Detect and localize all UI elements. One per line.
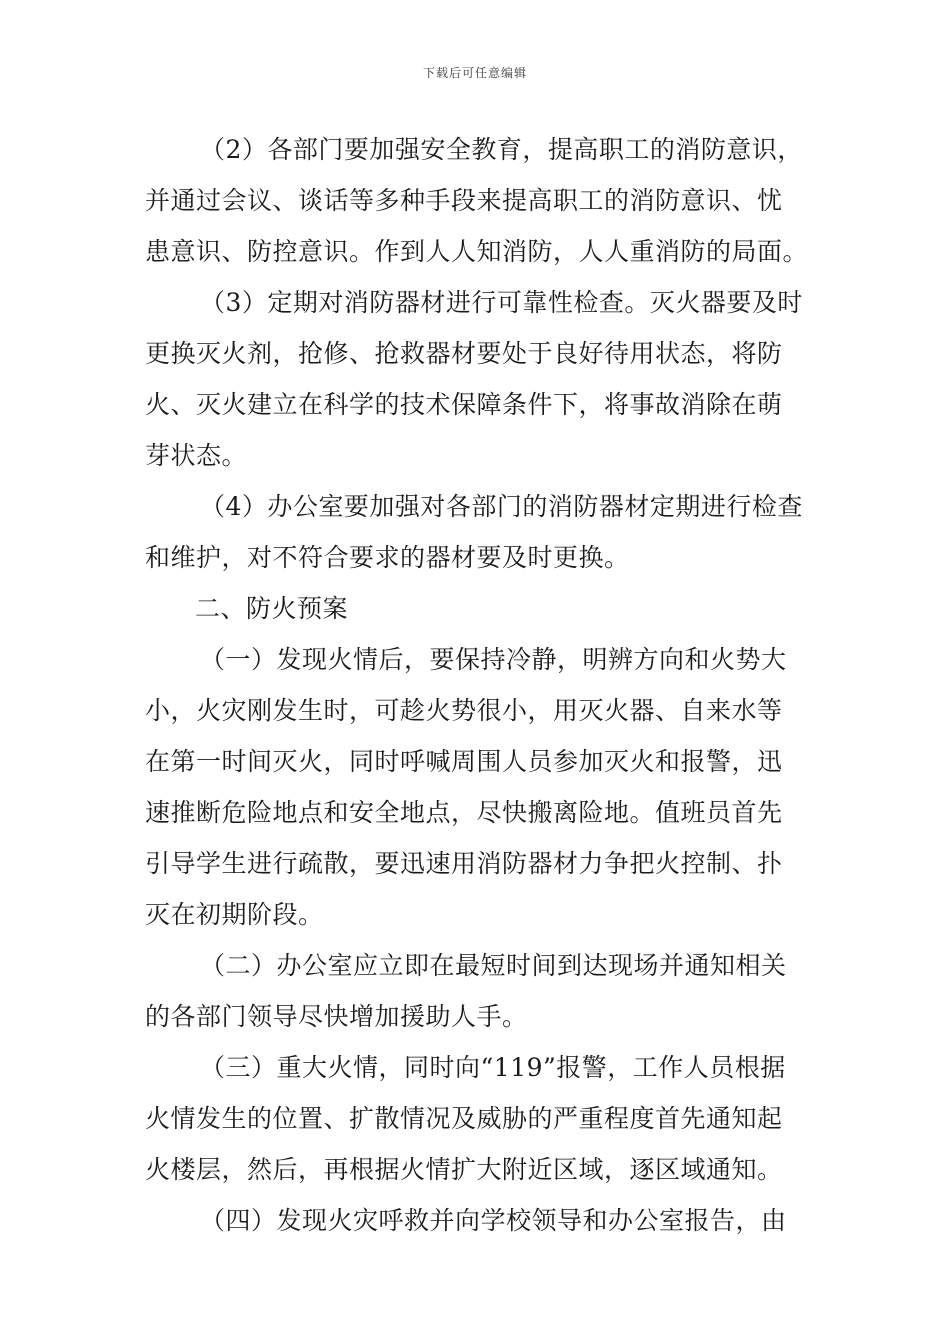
paragraph-line: 芽状态。 bbox=[145, 441, 248, 470]
paragraph-line: （二）办公室应立即在最短时间到达现场并通知相关 bbox=[200, 951, 787, 980]
paragraph-line: （三）重大火情，同时向“119”报警，工作人员根据 bbox=[200, 1053, 786, 1082]
paragraph-line: 并通过会议、谈话等多种手段来提高职工的消防意识、忧 bbox=[145, 186, 783, 215]
paragraph-line: 和维护，对不符合要求的器材要及时更换。 bbox=[145, 543, 630, 572]
paragraph-line: 灭在初期阶段。 bbox=[145, 900, 324, 929]
paragraph-line: 更换灭火剂，抢修、抢救器材要处于良好待用状态，将防 bbox=[145, 339, 783, 368]
paragraph-line: （4）办公室要加强对各部门的消防器材定期进行检查 bbox=[200, 492, 803, 521]
paragraph-line: 患意识、防控意识。作到人人知消防，人人重消防的局面。 bbox=[145, 237, 809, 266]
paragraph-line: （2）各部门要加强安全教育，提高职工的消防意识， bbox=[200, 135, 803, 164]
paragraph-line: 火、灭火建立在科学的技术保障条件下，将事故消除在萌 bbox=[145, 390, 783, 419]
paragraph-line: 速推断危险地点和安全地点，尽快搬离险地。值班员首先 bbox=[145, 798, 783, 827]
document-body bbox=[145, 124, 810, 1246]
paragraph-line: 小，火灾刚发生时，可趁火势很小，用灭火器、自来水等 bbox=[145, 696, 783, 725]
paragraph-line: 火情发生的位置、扩散情况及威胁的严重程度首先通知起 bbox=[145, 1104, 783, 1133]
paragraph-line: 在第一时间灭火，同时呼喊周围人员参加灭火和报警，迅 bbox=[145, 747, 783, 776]
section-heading: 二、防火预案 bbox=[195, 594, 349, 623]
paragraph-line: （四）发现火灾呼救并向学校领导和办公室报告，由 bbox=[200, 1206, 787, 1235]
page-header: 下载后可任意编辑 bbox=[422, 66, 527, 80]
paragraph-line: （一）发现火情后，要保持冷静，明辨方向和火势大 bbox=[200, 645, 787, 674]
paragraph-line: 的各部门领导尽快增加援助人手。 bbox=[145, 1002, 528, 1031]
paragraph-line: 引导学生进行疏散，要迅速用消防器材力争把火控制、扑 bbox=[145, 849, 783, 878]
paragraph-line: 火楼层，然后，再根据火情扩大附近区域，逐区域通知。 bbox=[145, 1155, 783, 1184]
paragraph-line: （3）定期对消防器材进行可靠性检查。灭火器要及时 bbox=[200, 288, 803, 317]
